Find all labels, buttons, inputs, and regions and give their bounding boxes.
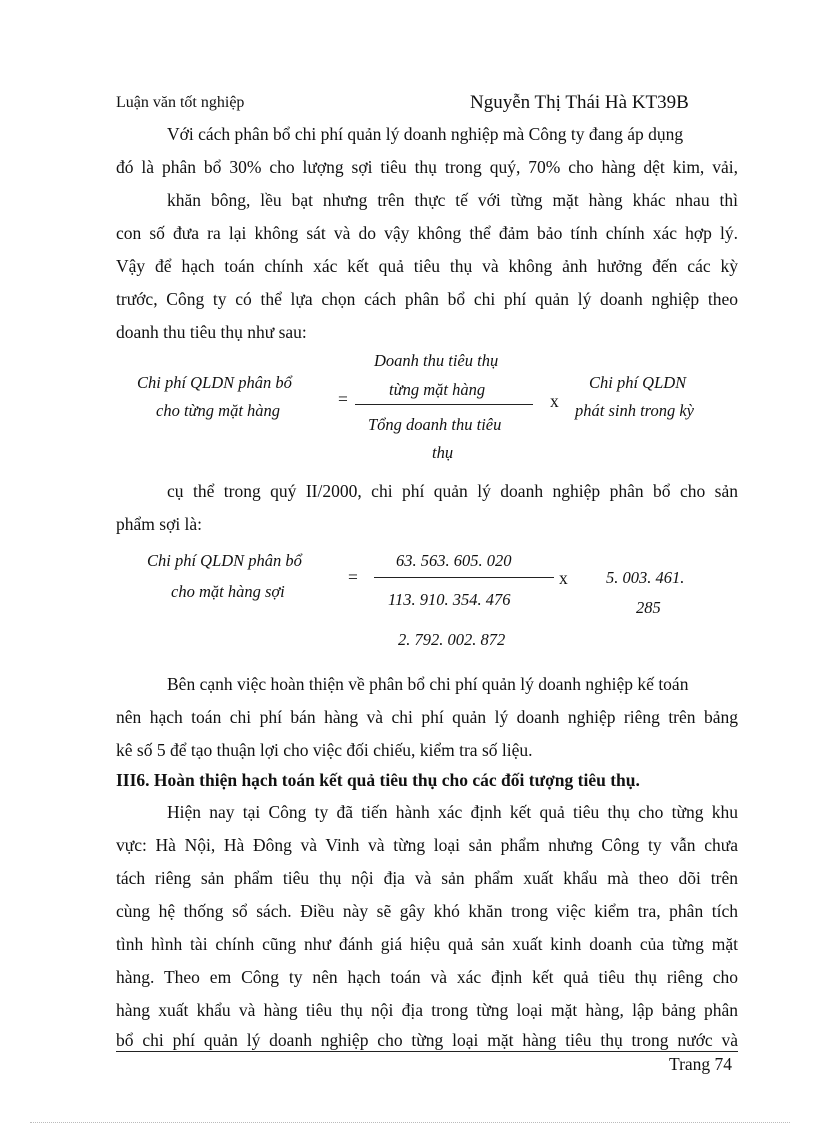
running-header-right: Nguyễn Thị Thái Hà KT39B <box>470 92 689 113</box>
paragraph-line: vực: Hà Nội, Hà Đông và Vinh và từng loại sản phẩm nhưng Công ty vẫn chưa <box>116 835 738 855</box>
paragraph-line: nên hạch toán chi phí bán hàng và chi phí quản lý doanh nghiệp riêng trên bảng <box>116 707 738 727</box>
paragraph-line: cùng hệ thống sổ sách. Điều này sẽ gây khó khăn trong việc kiểm tra, phân tích <box>116 901 738 921</box>
formula-result: 2. 792. 002. 872 <box>398 630 506 649</box>
paragraph-line: cụ thể trong quý II/2000, chi phí quản lý doanh nghiệp phân bổ cho sản <box>167 481 738 501</box>
paragraph-line: phẩm sợi là: <box>116 514 203 534</box>
paragraph-line: khăn bông, lều bạt nhưng trên thực tế với từng mặt hàng khác nhau thì <box>167 190 738 210</box>
paragraph-line: kê số 5 để tạo thuận lợi cho việc đối chiếu, kiểm tra số liệu. <box>116 740 533 760</box>
formula-numerator-line2: từng mặt hàng <box>389 380 486 399</box>
footer-rule <box>116 1051 738 1052</box>
paragraph-line: đó là phân bổ 30% cho lượng sợi tiêu thụ trong quý, 70% cho hàng dệt kim, vải, <box>116 157 738 177</box>
formula-lhs-line1: Chi phí QLDN phân bổ <box>147 551 302 570</box>
paragraph-line: hàng. Theo em Công ty nên hạch toán và xác định kết quả tiêu thụ riêng cho <box>116 967 738 987</box>
section-heading: III6. Hoàn thiện hạch toán kết quả tiêu thụ cho các đối tượng tiêu thụ. <box>116 770 640 790</box>
formula-denominator-line2: thụ <box>432 443 454 462</box>
page-number: Trang 74 <box>669 1054 733 1074</box>
formula-equals-sign: = <box>338 389 348 409</box>
formula-times-sign: x <box>550 391 559 411</box>
formula-rhs-line2: phát sinh trong kỳ <box>575 401 695 420</box>
paragraph-line: Hiện nay tại Công ty đã tiến hành xác định kết quả tiêu thụ cho từng khu <box>167 802 738 822</box>
formula-rhs-line2: 285 <box>636 598 661 617</box>
formula-numerator-line1: Doanh thu tiêu thụ <box>374 351 499 370</box>
fraction-bar <box>374 577 554 578</box>
paragraph-line: Bên cạnh việc hoàn thiện về phân bổ chi phí quản lý doanh nghiệp kế toán <box>167 674 689 694</box>
paragraph-line: trước, Công ty có thể lựa chọn cách phân bổ chi phí quản lý doanh nghiệp theo <box>116 289 738 309</box>
formula-equals-sign: = <box>348 567 358 587</box>
formula-rhs-line1: Chi phí QLDN <box>589 373 687 392</box>
running-header-left: Luận văn tốt nghiệp <box>116 94 245 111</box>
fraction-bar <box>355 404 533 405</box>
formula-times-sign: x <box>559 568 568 588</box>
paragraph-line: con số đưa ra lại không sát và do vậy không thể đảm bảo tính chính xác hợp lý. <box>116 223 738 243</box>
formula-lhs-line2: cho từng mặt hàng <box>156 401 281 420</box>
formula-lhs-line1: Chi phí QLDN phân bổ <box>137 373 292 392</box>
paragraph-line: hàng xuất khẩu và hàng tiêu thụ nội địa trong từng loại mặt hàng, lập bảng phân <box>116 1000 738 1020</box>
paragraph-line: tình hình tài chính cũng như đánh giá hiệu quả sản xuất kinh doanh của từng mặt <box>116 934 738 954</box>
paragraph-line: Với cách phân bổ chi phí quản lý doanh nghiệp mà Công ty đang áp dụng <box>167 124 684 144</box>
formula-lhs-line2: cho mặt hàng sợi <box>171 582 285 601</box>
formula-numerator: 63. 563. 605. 020 <box>396 551 512 570</box>
formula-denominator: 113. 910. 354. 476 <box>388 590 511 609</box>
formula-denominator-line1: Tổng doanh thu tiêu <box>368 415 502 434</box>
paragraph-line: tách riêng sản phẩm tiêu thụ nội địa và sản phẩm xuất khẩu mà theo dõi trên <box>116 868 738 888</box>
paragraph-line: doanh thu tiêu thụ như sau: <box>116 322 307 342</box>
paragraph-line: bổ chi phí quản lý doanh nghiệp cho từng loại mặt hàng tiêu thụ trong nước và <box>116 1030 738 1050</box>
paragraph-line: Vậy để hạch toán chính xác kết quả tiêu thụ và không ảnh hưởng đến các kỳ <box>116 256 738 276</box>
formula-rhs-line1: 5. 003. 461. <box>606 568 685 587</box>
